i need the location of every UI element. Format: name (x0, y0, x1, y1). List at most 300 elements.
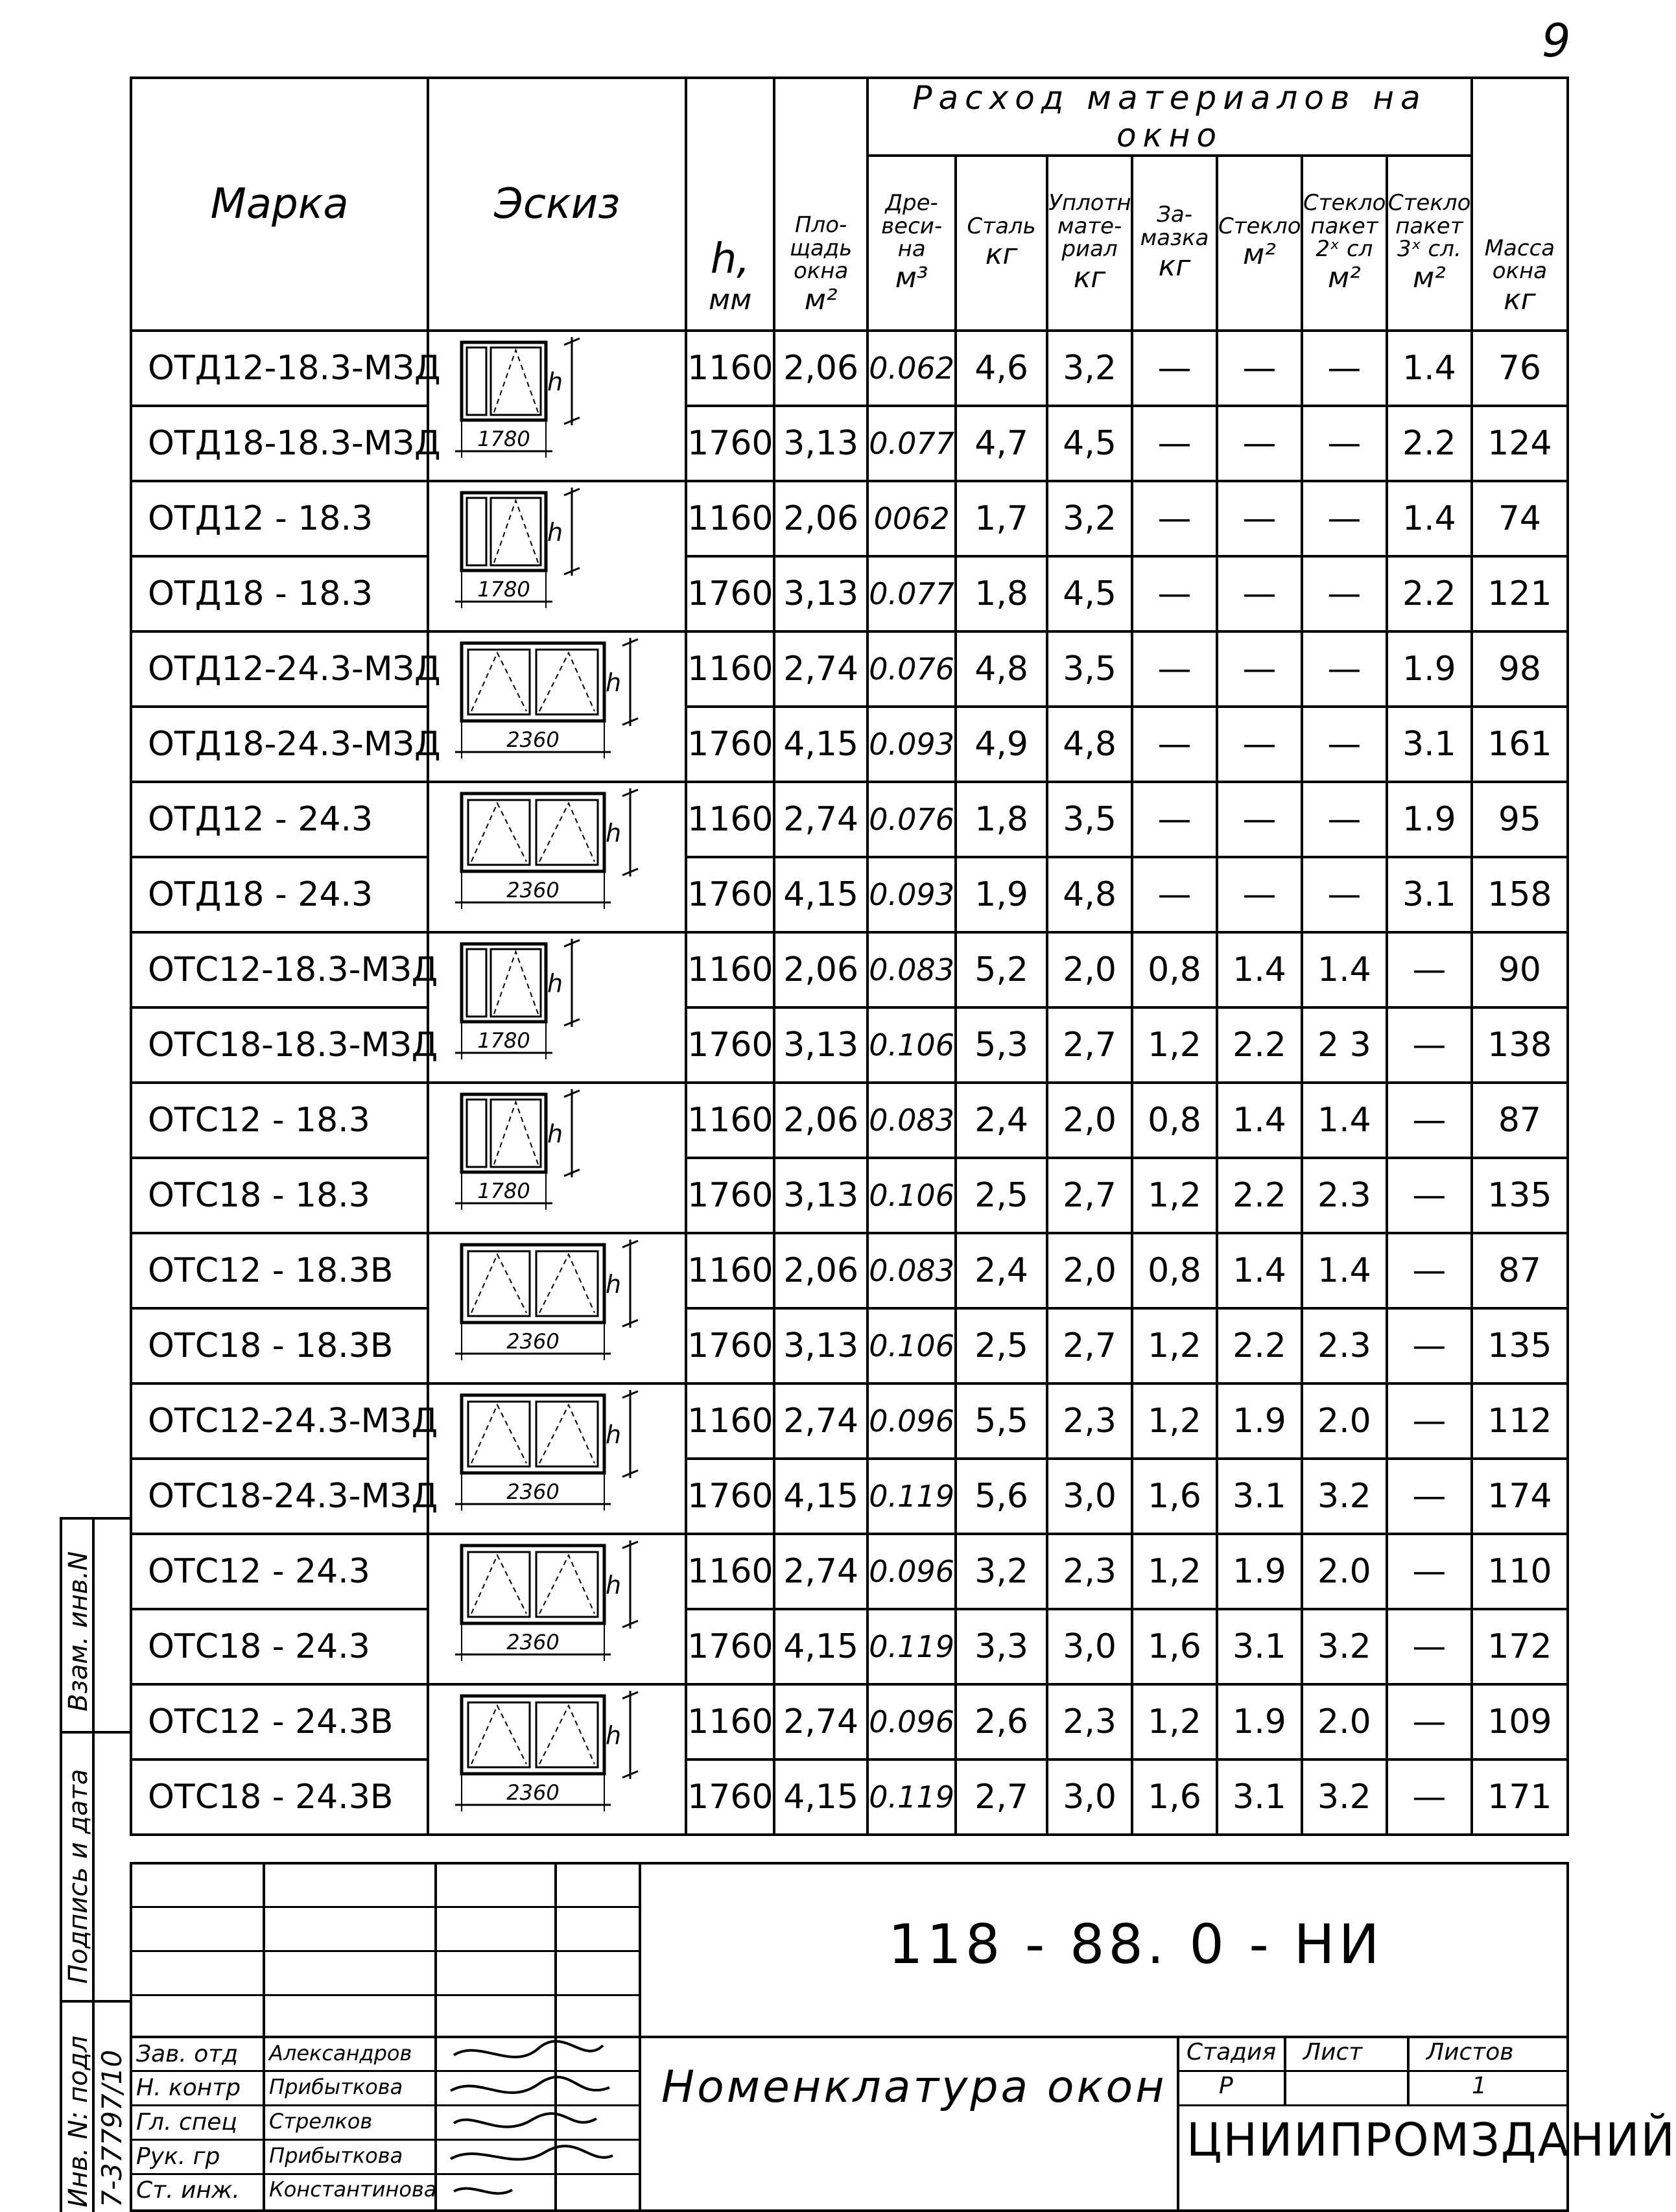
cell-area: 3,13 (774, 1158, 868, 1233)
cell-mark: ОТС12 - 18.3 (131, 1083, 428, 1158)
cell-wood: 0.096 (868, 1684, 956, 1759)
cell-sketch (428, 1759, 686, 1835)
cell-pack2: — (1302, 707, 1387, 782)
cell-putty: 1,2 (1132, 1308, 1217, 1383)
cell-mass: 124 (1472, 406, 1568, 481)
cell-mark: ОТС12 - 18.3В (131, 1233, 428, 1308)
cell-pack3: 1.4 (1387, 331, 1472, 406)
header-h: h, мм (686, 78, 774, 331)
cell-h: 1760 (686, 556, 774, 631)
cell-area: 3,13 (774, 406, 868, 481)
sketch-h-label: h (547, 518, 563, 547)
cell-mass: 76 (1472, 331, 1568, 406)
table-row (131, 331, 1568, 406)
cell-mark: ОТД12-18.3-МЗД (131, 331, 428, 406)
cell-seal: 2,7 (1047, 1158, 1132, 1233)
cell-steel: 5,6 (956, 1459, 1047, 1534)
cell-steel: 5,3 (956, 1007, 1047, 1083)
cell-seal: 2,0 (1047, 1233, 1132, 1308)
header-area: Пло-щадь окна м² (774, 78, 868, 331)
cell-putty: — (1132, 707, 1217, 782)
cell-seal: 2,3 (1047, 1534, 1132, 1609)
cell-area: 3,13 (774, 556, 868, 631)
cell-h: 1160 (686, 631, 774, 707)
cell-area: 2,74 (774, 1534, 868, 1609)
role-label: Н. контр (136, 2075, 241, 2101)
cell-mass: 138 (1472, 1007, 1568, 1083)
signature-marks (441, 2036, 622, 2211)
cell-h: 1160 (686, 932, 774, 1007)
table-row (131, 1759, 1568, 1835)
cell-pack2: 2.0 (1302, 1383, 1387, 1459)
table-row (131, 1308, 1568, 1383)
sketch-h-label: h (547, 1120, 563, 1148)
cell-pack2: — (1302, 481, 1387, 556)
cell-pack2: 2 3 (1302, 1007, 1387, 1083)
cell-seal: 2,0 (1047, 932, 1132, 1007)
cell-area: 2,06 (774, 481, 868, 556)
table-row (131, 1534, 1568, 1609)
cell-mass: 121 (1472, 556, 1568, 631)
sketch-h-label: h (606, 1420, 622, 1449)
cell-wood: 0.076 (868, 782, 956, 857)
role-name: Стрелков (269, 2109, 373, 2134)
table-row (131, 1007, 1568, 1083)
cell-h: 1160 (686, 1233, 774, 1308)
cell-glass: 2.2 (1217, 1007, 1302, 1083)
header-sketch: Эскиз (428, 78, 686, 331)
cell-pack2: 3.2 (1302, 1459, 1387, 1534)
cell-mark: ОТС18 - 18.3 (131, 1158, 428, 1233)
cell-putty: 1,6 (1132, 1609, 1217, 1684)
organization-name: ЦНИИПРОМЗДАНИЙ (1186, 2113, 1676, 2167)
cell-glass: 2.2 (1217, 1308, 1302, 1383)
cell-wood: 0.083 (868, 1083, 956, 1158)
cell-h: 1160 (686, 481, 774, 556)
cell-seal: 4,5 (1047, 406, 1132, 481)
role-label: Гл. спец (136, 2109, 237, 2136)
role-name: Константинова (269, 2177, 437, 2202)
cell-wood: 0.083 (868, 932, 956, 1007)
cell-mark: ОТД12 - 24.3 (131, 782, 428, 857)
cell-putty: — (1132, 556, 1217, 631)
cell-area: 2,74 (774, 1383, 868, 1459)
sheet-label: Лист (1303, 2039, 1363, 2065)
cell-putty: 1,2 (1132, 1534, 1217, 1609)
sketch-h-label: h (606, 1270, 622, 1299)
cell-wood: 0.093 (868, 707, 956, 782)
cell-wood: 0.076 (868, 631, 956, 707)
cell-putty: — (1132, 782, 1217, 857)
role-name: Александров (269, 2041, 412, 2065)
cell-putty: — (1132, 406, 1217, 481)
cell-wood: 0.119 (868, 1759, 956, 1835)
cell-wood: 0.093 (868, 857, 956, 932)
cell-pack3: — (1387, 1233, 1472, 1308)
sketch-h-label: h (547, 368, 563, 396)
cell-putty: 0,8 (1132, 932, 1217, 1007)
cell-mark: ОТД12 - 18.3 (131, 481, 428, 556)
table-row (131, 406, 1568, 481)
header-seal: Уплотн мате-риал кг (1047, 156, 1132, 331)
cell-h: 1760 (686, 406, 774, 481)
cell-putty: 1,2 (1132, 1007, 1217, 1083)
cell-pack2: 3.2 (1302, 1609, 1387, 1684)
cell-pack2: 3.2 (1302, 1759, 1387, 1835)
sheets-label: Листов (1426, 2039, 1514, 2065)
cell-wood: 0.096 (868, 1534, 956, 1609)
cell-sketch (428, 1609, 686, 1684)
cell-h: 1760 (686, 1609, 774, 1684)
table-row (131, 1684, 1568, 1759)
cell-mass: 112 (1472, 1383, 1568, 1459)
cell-mass: 87 (1472, 1233, 1568, 1308)
cell-h: 1160 (686, 1684, 774, 1759)
cell-sketch (428, 331, 686, 451)
cell-seal: 3,2 (1047, 331, 1132, 406)
cell-h: 1760 (686, 1007, 774, 1083)
cell-pack3: — (1387, 1083, 1472, 1158)
cell-mark: ОТС18 - 24.3 (131, 1609, 428, 1684)
cell-steel: 3,2 (956, 1534, 1047, 1609)
cell-glass: — (1217, 331, 1302, 406)
cell-sketch (428, 1083, 686, 1203)
cell-sketch (428, 1534, 686, 1654)
cell-area: 3,13 (774, 1308, 868, 1383)
cell-area: 4,15 (774, 857, 868, 932)
table-row (131, 1158, 1568, 1233)
cell-pack2: — (1302, 331, 1387, 406)
cell-wood: 0.096 (868, 1383, 956, 1459)
cell-steel: 5,2 (956, 932, 1047, 1007)
cell-mass: 172 (1472, 1609, 1568, 1684)
cell-putty: — (1132, 857, 1217, 932)
sketch-width-label: 1780 (477, 1179, 531, 1203)
cell-pack2: — (1302, 857, 1387, 932)
cell-sketch (428, 481, 686, 602)
cell-pack3: 1.9 (1387, 631, 1472, 707)
cell-mark: ОТС12-24.3-МЗД (131, 1383, 428, 1459)
cell-pack2: — (1302, 782, 1387, 857)
cell-glass: — (1217, 481, 1302, 556)
cell-glass: 1.9 (1217, 1684, 1302, 1759)
cell-mass: 174 (1472, 1459, 1568, 1534)
table-row (131, 481, 1568, 556)
stage-label: Стадия (1186, 2039, 1277, 2065)
cell-mass: 135 (1472, 1308, 1568, 1383)
cell-pack2: 2.0 (1302, 1534, 1387, 1609)
header-pack2: Стекло пакет 2ˣ сл м² (1302, 156, 1387, 331)
cell-pack3: — (1387, 1534, 1472, 1609)
cell-sketch (428, 406, 686, 481)
cell-steel: 2,4 (956, 1083, 1047, 1158)
cell-glass: — (1217, 556, 1302, 631)
sketch-width-label: 2360 (506, 1329, 560, 1354)
cell-putty: — (1132, 481, 1217, 556)
role-label: Зав. отд (136, 2041, 239, 2067)
header-pack3: Стекло пакет 3ˣ сл. м² (1387, 156, 1472, 331)
cell-mark: ОТД18 - 24.3 (131, 857, 428, 932)
cell-glass: — (1217, 857, 1302, 932)
cell-wood: 0.119 (868, 1609, 956, 1684)
cell-pack3: — (1387, 1383, 1472, 1459)
cell-pack3: — (1387, 1007, 1472, 1083)
cell-pack3: — (1387, 1158, 1472, 1233)
cell-steel: 2,6 (956, 1684, 1047, 1759)
sketch-h-label: h (606, 819, 622, 847)
cell-pack3: 2.2 (1387, 406, 1472, 481)
cell-steel: 4,8 (956, 631, 1047, 707)
cell-h: 1760 (686, 1308, 774, 1383)
sketch-width-label: 2360 (506, 1479, 560, 1504)
cell-sketch (428, 707, 686, 782)
cell-sketch (428, 932, 686, 1053)
cell-seal: 2,3 (1047, 1684, 1132, 1759)
cell-steel: 3,3 (956, 1609, 1047, 1684)
cell-mark: ОТС12 - 24.3 (131, 1534, 428, 1609)
cell-wood: 0.119 (868, 1459, 956, 1534)
cell-mark: ОТС12-18.3-МЗД (131, 932, 428, 1007)
cell-pack2: 1.4 (1302, 1083, 1387, 1158)
cell-glass: 3.1 (1217, 1759, 1302, 1835)
cell-seal: 3,0 (1047, 1759, 1132, 1835)
cell-pack2: — (1302, 406, 1387, 481)
sketch-h-label: h (547, 969, 563, 998)
sketch-width-label: 1780 (477, 577, 531, 602)
cell-steel: 1,8 (956, 782, 1047, 857)
cell-pack3: — (1387, 1684, 1472, 1759)
sketch-width-label: 1780 (477, 1028, 531, 1053)
cell-pack3: 3.1 (1387, 857, 1472, 932)
cell-mark: ОТС18-24.3-МЗД (131, 1459, 428, 1534)
cell-mass: 158 (1472, 857, 1568, 932)
cell-glass: — (1217, 707, 1302, 782)
cell-putty: 1,6 (1132, 1459, 1217, 1534)
table-row (131, 1083, 1568, 1158)
table-row (131, 857, 1568, 932)
cell-mass: 109 (1472, 1684, 1568, 1759)
cell-sketch (428, 1007, 686, 1083)
cell-wood: 0062 (868, 481, 956, 556)
sketch-h-label: h (606, 1721, 622, 1750)
cell-glass: — (1217, 782, 1302, 857)
cell-seal: 2,0 (1047, 1083, 1132, 1158)
cell-pack2: 2.3 (1302, 1158, 1387, 1233)
cell-wood: 0.083 (868, 1233, 956, 1308)
cell-seal: 4,8 (1047, 707, 1132, 782)
cell-wood: 0.106 (868, 1158, 956, 1233)
cell-steel: 1,9 (956, 857, 1047, 932)
cell-sketch (428, 1308, 686, 1383)
role-name: Прибыткова (269, 2075, 403, 2099)
cell-mass: 90 (1472, 932, 1568, 1007)
cell-mass: 98 (1472, 631, 1568, 707)
cell-putty: 1,2 (1132, 1158, 1217, 1233)
cell-glass: 1.9 (1217, 1534, 1302, 1609)
cell-pack3: — (1387, 1308, 1472, 1383)
cell-glass: 2.2 (1217, 1158, 1302, 1233)
cell-seal: 2,3 (1047, 1383, 1132, 1459)
cell-pack3: 1.4 (1387, 481, 1472, 556)
table-row (131, 631, 1568, 707)
cell-h: 1760 (686, 857, 774, 932)
cell-sketch (428, 1158, 686, 1233)
sketch-width-label: 2360 (506, 727, 560, 752)
sketch-width-label: 2360 (506, 1780, 560, 1805)
cell-mark: ОТС18 - 24.3В (131, 1759, 428, 1835)
cell-mass: 87 (1472, 1083, 1568, 1158)
table-row (131, 1609, 1568, 1684)
cell-h: 1160 (686, 782, 774, 857)
cell-mark: ОТС18-18.3-МЗД (131, 1007, 428, 1083)
document-title: Номенклатура окон (661, 2062, 1167, 2113)
cell-wood: 0.077 (868, 556, 956, 631)
cell-wood: 0.106 (868, 1007, 956, 1083)
sketch-width-label: 2360 (506, 1630, 560, 1654)
cell-pack2: — (1302, 631, 1387, 707)
cell-sketch (428, 631, 686, 752)
cell-seal: 3,5 (1047, 782, 1132, 857)
cell-mark: ОТС18 - 18.3В (131, 1308, 428, 1383)
cell-seal: 2,7 (1047, 1308, 1132, 1383)
cell-mark: ОТД18-24.3-МЗД (131, 707, 428, 782)
cell-mass: 135 (1472, 1158, 1568, 1233)
cell-pack3: — (1387, 1609, 1472, 1684)
role-label: Рук. гр (136, 2143, 220, 2170)
cell-area: 4,15 (774, 707, 868, 782)
cell-wood: 0.077 (868, 406, 956, 481)
cell-putty: 0,8 (1132, 1083, 1217, 1158)
header-steel: Сталь кг (956, 156, 1047, 331)
cell-steel: 4,6 (956, 331, 1047, 406)
table-row (131, 707, 1568, 782)
cell-putty: 0,8 (1132, 1233, 1217, 1308)
cell-area: 3,13 (774, 1007, 868, 1083)
cell-h: 1760 (686, 707, 774, 782)
cell-pack2: 2.0 (1302, 1684, 1387, 1759)
sketch-h-label: h (606, 668, 622, 697)
cell-wood: 0.062 (868, 331, 956, 406)
cell-h: 1160 (686, 1383, 774, 1459)
cell-pack3: — (1387, 1459, 1472, 1534)
cell-glass: 3.1 (1217, 1609, 1302, 1684)
cell-seal: 3,5 (1047, 631, 1132, 707)
cell-steel: 1,8 (956, 556, 1047, 631)
cell-mass: 110 (1472, 1534, 1568, 1609)
table-row (131, 1233, 1568, 1308)
cell-glass: 1.4 (1217, 1083, 1302, 1158)
cell-sketch (428, 1684, 686, 1805)
cell-area: 2,06 (774, 932, 868, 1007)
cell-area: 4,15 (774, 1609, 868, 1684)
cell-steel: 4,7 (956, 406, 1047, 481)
cell-mark: ОТС12 - 24.3В (131, 1684, 428, 1759)
cell-area: 2,74 (774, 631, 868, 707)
cell-pack2: 1.4 (1302, 932, 1387, 1007)
cell-glass: 1.4 (1217, 932, 1302, 1007)
signature-date-label: Подпись и дата (64, 1769, 93, 1984)
cell-h: 1760 (686, 1759, 774, 1835)
cell-mark: ОТД18-18.3-МЗД (131, 406, 428, 481)
cell-putty: 1,6 (1132, 1759, 1217, 1835)
cell-wood: 0.106 (868, 1308, 956, 1383)
header-mass: Масса окна кг (1472, 78, 1568, 331)
replace-inv-label: Взам. инв.N (64, 1551, 93, 1712)
sketch-width-label: 2360 (506, 878, 560, 902)
cell-pack2: 1.4 (1302, 1233, 1387, 1308)
header-wood: Дре-веси-на м³ (868, 156, 956, 331)
document-code: 118 - 88. 0 - НИ (888, 1912, 1384, 1976)
cell-seal: 3,2 (1047, 481, 1132, 556)
cell-steel: 2,4 (956, 1233, 1047, 1308)
cell-seal: 3,0 (1047, 1459, 1132, 1534)
cell-area: 2,74 (774, 782, 868, 857)
cell-mark: ОТД18 - 18.3 (131, 556, 428, 631)
inv-orig-label: Инв. N: подл (64, 2035, 93, 2207)
header-mark: Марка (131, 78, 428, 331)
cell-seal: 3,0 (1047, 1609, 1132, 1684)
cell-glass: — (1217, 631, 1302, 707)
table-row (131, 932, 1568, 1007)
cell-h: 1160 (686, 1083, 774, 1158)
cell-h: 1760 (686, 1158, 774, 1233)
cell-steel: 2,7 (956, 1759, 1047, 1835)
cell-steel: 4,9 (956, 707, 1047, 782)
table-row (131, 1459, 1568, 1534)
cell-pack2: — (1302, 556, 1387, 631)
cell-area: 2,06 (774, 1233, 868, 1308)
cell-sketch (428, 556, 686, 631)
cell-steel: 1,7 (956, 481, 1047, 556)
sheets-value: 1 (1472, 2073, 1487, 2099)
cell-area: 2,06 (774, 331, 868, 406)
cell-sketch (428, 1459, 686, 1534)
cell-sketch (428, 782, 686, 902)
cell-mass: 171 (1472, 1759, 1568, 1835)
cell-area: 4,15 (774, 1459, 868, 1534)
cell-pack3: 1.9 (1387, 782, 1472, 857)
cell-glass: — (1217, 406, 1302, 481)
table-row (131, 782, 1568, 857)
role-name: Прибыткова (269, 2143, 403, 2168)
role-label: Ст. инж. (136, 2177, 240, 2204)
cell-putty: 1,2 (1132, 1383, 1217, 1459)
cell-sketch (428, 857, 686, 932)
cell-area: 4,15 (774, 1759, 868, 1835)
cell-mass: 95 (1472, 782, 1568, 857)
cell-steel: 2,5 (956, 1158, 1047, 1233)
cell-pack2: 2.3 (1302, 1308, 1387, 1383)
cell-steel: 5,5 (956, 1383, 1047, 1459)
cell-putty: — (1132, 331, 1217, 406)
cell-seal: 4,5 (1047, 556, 1132, 631)
cell-h: 1760 (686, 1459, 774, 1534)
header-putty: За-мазка кг (1132, 156, 1217, 331)
cell-area: 2,06 (774, 1083, 868, 1158)
sketch-h-label: h (606, 1571, 622, 1599)
cell-mark: ОТД12-24.3-МЗД (131, 631, 428, 707)
table-row (131, 1383, 1568, 1459)
cell-steel: 2,5 (956, 1308, 1047, 1383)
cell-area: 2,74 (774, 1684, 868, 1759)
sketch-width-label: 1780 (477, 427, 531, 451)
cell-mass: 161 (1472, 707, 1568, 782)
cell-seal: 4,8 (1047, 857, 1132, 932)
cell-h: 1160 (686, 331, 774, 406)
cell-pack3: 2.2 (1387, 556, 1472, 631)
window-nomenclature-table (130, 76, 1569, 1836)
cell-glass: 1.4 (1217, 1233, 1302, 1308)
